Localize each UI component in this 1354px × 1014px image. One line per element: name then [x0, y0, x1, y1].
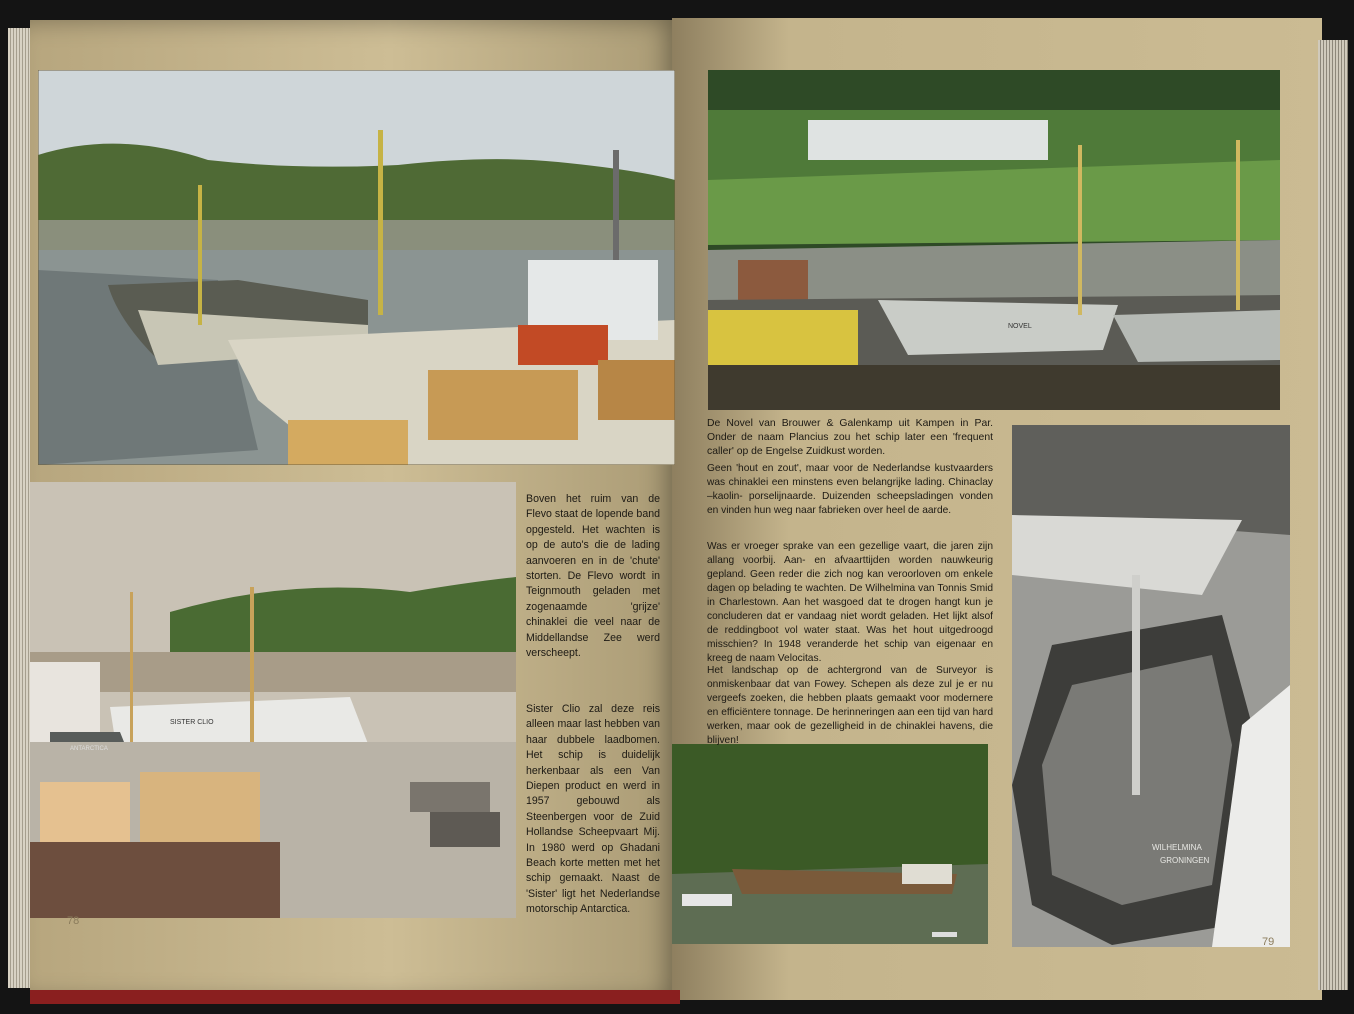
paragraph-chinaklei: Geen 'hout en zout', maar voor de Nederlandse kustvaarders was chinaklei een minstens even belangrijke lading. Chinaclay –kaolin- porselijnaarde. Duizenden scheepsladingen vonden en vinden hun weg naar fabrieken over heel de aarde.: [707, 463, 993, 516]
photo-teignmouth-harbor: [38, 70, 675, 465]
photo-sister-clio: [30, 482, 516, 918]
wilhelmina-port-text: GRONINGEN: [1160, 856, 1210, 865]
paragraph-wilhelmina: Was er vroeger sprake van een gezellige vaart, die jaren zijn allang voorbij. Aan- en afvaarttijden worden nauwkeurig gepland. Geen reder die zich nog kan veroorloven om enkele dagen op belading te wachten. De Wilhelmina van Tonnis Smid in Charlestown. Aan het wasgoed dat te drogen hangt kun je concluderen dat er vandaag niet wordt geladen. Het lijkt alsof de reddingboot vol water staat. Was het hout uitgedroogd misschien? In 1948 veranderde het schip van eigenaar en kreeg de naam Velocitas.: [707, 541, 993, 664]
photo-novel-par: [708, 70, 1280, 410]
antarctica-hull-text: ANTARCTICA: [70, 746, 108, 752]
novel-hull-text: NOVEL: [1008, 323, 1032, 330]
page-edges-right: [1318, 40, 1348, 990]
page-number-left: 78: [67, 915, 80, 927]
paragraph-surveyor: Het landschap op de achtergrond van de Surveyor is onmiskenbaar dat van Fowey. Schepen als deze zul je er nu vergeefs zoeken, die hebben plaats gemaakt voor modernere en efficiëntere tonnage. De herinneringen aan een tijd van hard werken, maar ook de gezelligheid in de chinaklei havens, die blijven!: [707, 665, 993, 746]
photo-wilhelmina-charlestown: [1012, 425, 1290, 947]
wilhelmina-hull-text: WILHELMINA: [1152, 843, 1202, 852]
caption-sister-clio: Sister Clio zal deze reis alleen maar last hebben van haar dubbele laadbomen. Het schip is duidelijk herkenbaar als een Van Diepen product en werd in 1957 gebouwd als Steenbergen voor de Zuid Hollandse Scheepvaart Mij. In 1980 werd op Ghadani Beach korte metten met het schip gemaakt. Naast de 'Sister' ligt het Nederlandse motorschip Antarctica.: [526, 703, 660, 916]
page-number-right: 79: [1262, 936, 1275, 948]
book-cover-edge: [30, 990, 680, 1004]
sister-clio-hull-text: SISTER CLIO: [170, 719, 214, 726]
caption-novel: De Novel van Brouwer & Galenkamp uit Kampen in Par. Onder de naam Plancius zou het schip later een 'frequent caller' op de Engelse Zuidkust worden.: [707, 418, 993, 457]
photo-fowey-surveyor: [672, 744, 988, 944]
caption-flevo: Boven het ruim van de Flevo staat de lopende band opgesteld. Het wachten is op de auto's die de lading aanvoeren en in de 'chute' storten. De Flevo wordt in Teignmouth geladen met zogenaamde 'grijze' chinaklei die veel naar de Middellandse Zee werd verscheept.: [526, 493, 660, 660]
